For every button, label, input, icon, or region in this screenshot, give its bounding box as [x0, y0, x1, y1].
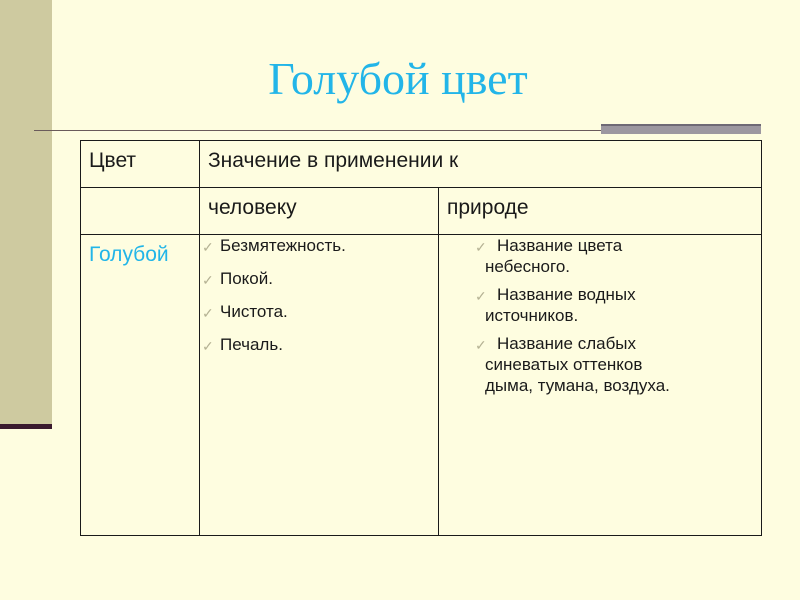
list-item-text: Печаль. — [220, 335, 283, 354]
cell-nature-meanings — [439, 235, 762, 536]
side-decoration-line — [0, 424, 52, 429]
list-item-text: Название цвета — [497, 236, 623, 255]
list-item-text: Чистота. — [220, 302, 288, 321]
table-header-row — [81, 141, 762, 188]
list-item — [439, 235, 761, 277]
header-cell-color — [81, 141, 200, 188]
subheader-human-label: человеку — [208, 196, 297, 219]
checkmark-icon: ✓ — [475, 337, 487, 353]
list-item-text: источников. — [485, 306, 579, 325]
list-item-text: Покой. — [220, 269, 273, 288]
checkmark-icon: ✓ — [202, 305, 214, 321]
header-meaning-label: Значение в применении к — [208, 149, 459, 172]
subheader-cell-empty — [81, 188, 200, 235]
header-color-label: Цвет — [89, 149, 137, 172]
list-item — [200, 334, 438, 355]
checkmark-icon: ✓ — [475, 288, 487, 304]
list-item — [200, 235, 438, 256]
list-item-text: дыма, тумана, воздуха. — [485, 376, 670, 395]
checkmark-icon: ✓ — [202, 272, 214, 288]
list-item — [200, 268, 438, 289]
slide-title — [0, 52, 800, 105]
cell-human-meanings — [200, 235, 439, 536]
checkmark-icon: ✓ — [202, 338, 214, 354]
title-divider-accent — [601, 126, 761, 134]
list-item-text: Название водных — [497, 285, 636, 304]
subheader-cell-nature — [439, 188, 762, 235]
meaning-table — [80, 140, 762, 536]
subheader-nature-label: природе — [447, 196, 529, 219]
nature-meanings-list — [439, 235, 761, 396]
list-item-text: синеватых оттенков — [485, 355, 643, 374]
checkmark-icon: ✓ — [202, 239, 214, 255]
table-subheader-row — [81, 188, 762, 235]
cell-color-name — [81, 235, 200, 536]
slide-title-text: Голубой цвет — [268, 53, 528, 104]
list-item — [200, 301, 438, 322]
color-name: Голубой — [89, 243, 169, 266]
header-cell-meaning — [200, 141, 762, 188]
checkmark-icon: ✓ — [475, 239, 487, 255]
list-item — [439, 284, 761, 326]
subheader-cell-human — [200, 188, 439, 235]
list-item-text: Безмятежность. — [220, 236, 346, 255]
title-divider — [34, 130, 601, 131]
list-item-text: Название слабых — [497, 334, 637, 353]
human-meanings-list — [200, 235, 438, 355]
list-item-text: небесного. — [485, 257, 570, 276]
table-row — [81, 235, 762, 536]
list-item — [439, 333, 761, 396]
